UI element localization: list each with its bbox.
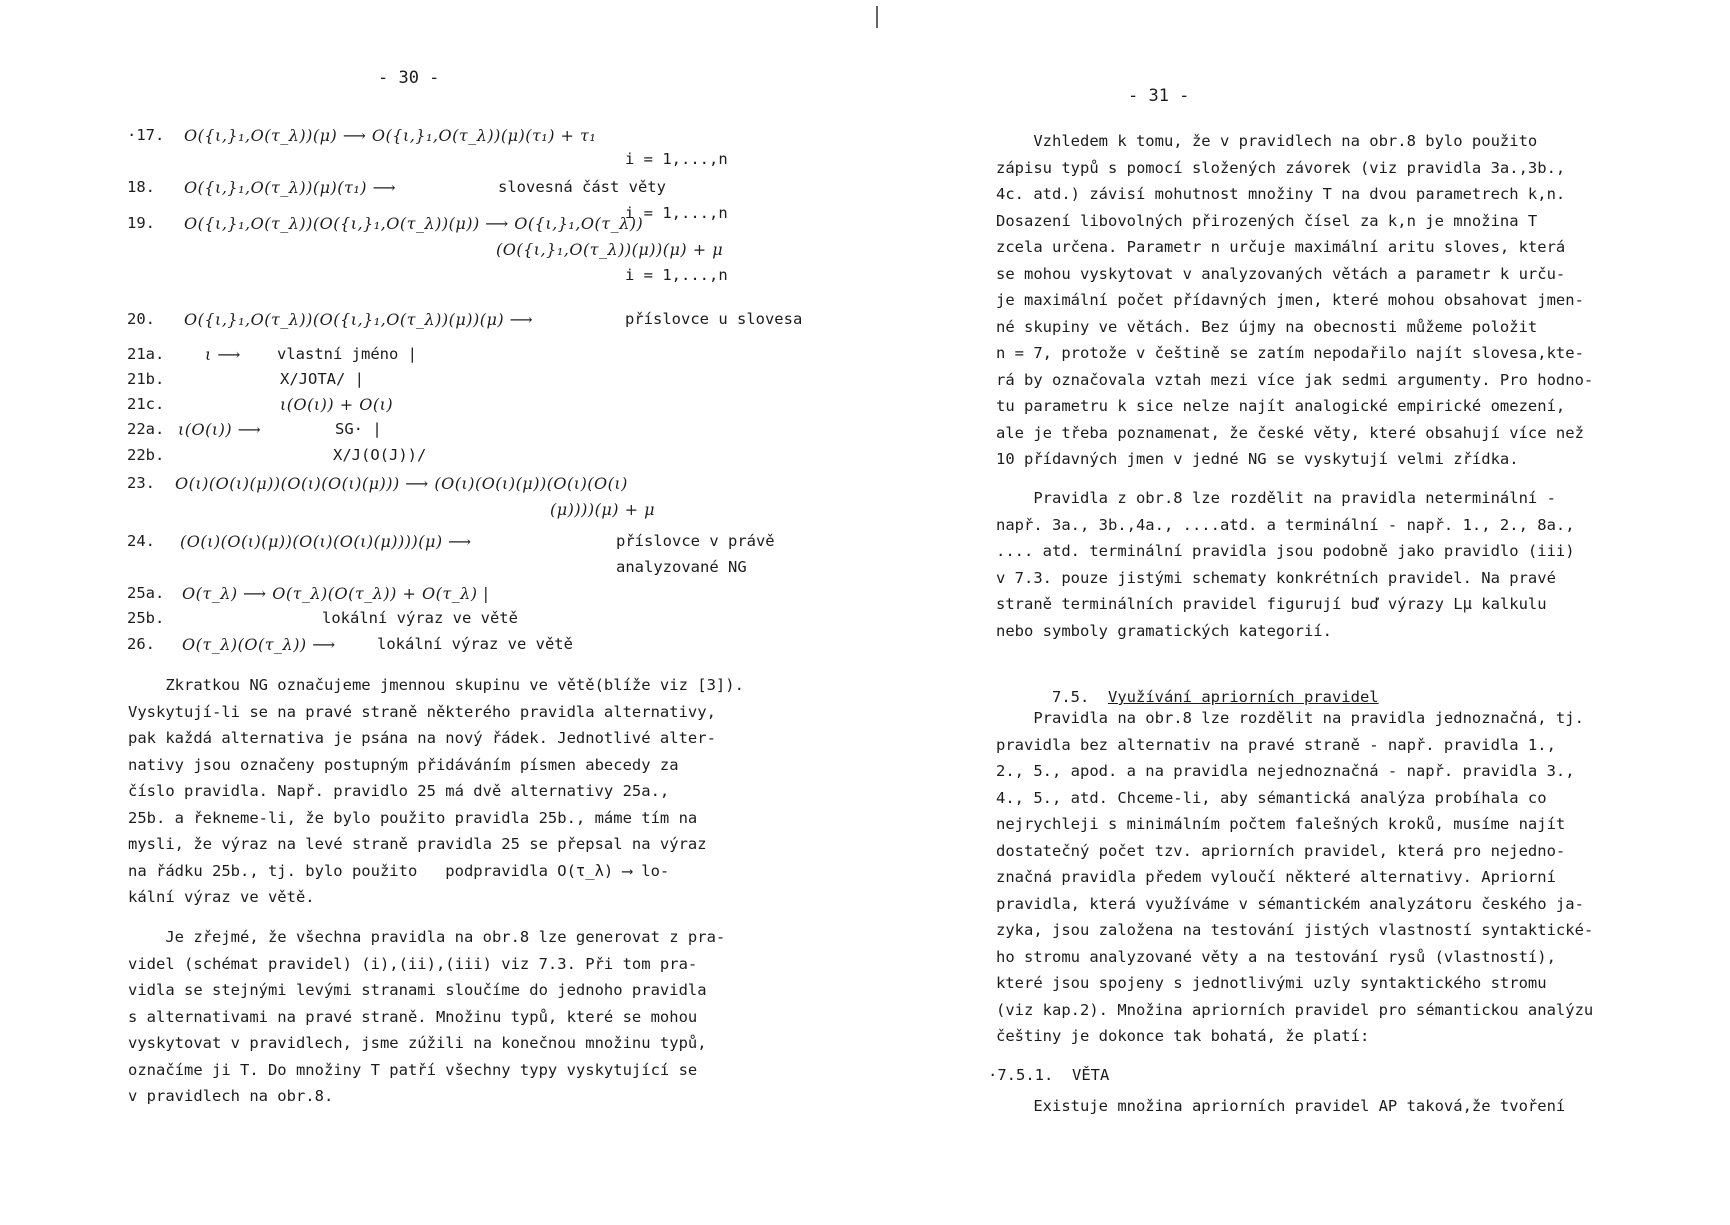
text-line: Pravidla na obr.8 lze rozdělit na pravidla jednoznačná, tj. — [996, 709, 1584, 727]
text-line: pravidla bez alternativ na pravé straně - např. pravidla 1., — [996, 735, 1556, 754]
rule-continuation-text: (O({ι,}₁,O(τ_λ))(μ))(μ) + μ — [496, 240, 724, 259]
text-line: tu parametru k sice nelze najít analogické empirické omezení, — [996, 397, 1566, 415]
text-line: .... atd. terminální pravidla jsou podobně jako pravidlo (iii) — [996, 542, 1575, 560]
rule-row — [0, 474, 880, 500]
text-line: vyskytovat v pravidlech, jsme zúžili na konečnou množinu typů, — [128, 1034, 707, 1052]
rule-row — [0, 609, 880, 635]
rule-number: 20. — [127, 310, 155, 328]
rule-formula: O({ι,}₁,O(τ_λ))(O({ι,}₁,O(τ_λ))(μ)) ⟶ O({ι,}₁,O(τ_λ)) — [184, 214, 644, 233]
rule-number: 19. — [127, 214, 155, 232]
rule-row — [0, 310, 880, 336]
rule-text: příslovce v právě — [616, 532, 775, 550]
rule-formula: O({ι,}₁,O(τ_λ))(μ)(τ₁) ⟶ — [184, 178, 397, 197]
text-line: vidla se stejnými levými stranami sloučíme do jednoho pravidla — [128, 981, 707, 999]
text-line: pravidla, která využíváme v sémantickém analyzátoru českého ja- — [996, 894, 1584, 913]
rule-text: slovesná část věty — [498, 178, 666, 196]
rule-text: vlastní jméno | — [277, 345, 417, 363]
rule-formula: O({ι,}₁,O(τ_λ))(O({ι,}₁,O(τ_λ))(μ))(μ) ⟶ — [184, 310, 534, 329]
text-line: Je zřejmé, že všechna pravidla na obr.8 lze generovat z pra- — [128, 928, 726, 946]
text-line: nejrychleji s minimálním počtem falešných kroků, musíme najít — [996, 815, 1566, 833]
text-line: v pravidlech na obr.8. — [128, 1087, 334, 1105]
text-line: Vyskytují-li se na pravé straně některého pravidla alternativy, — [128, 702, 716, 721]
rule-text: lokální výraz ve větě — [377, 635, 573, 653]
rule-number: 18. — [127, 178, 155, 196]
text-line: mysli, že výraz na levé straně pravidla 25 se přepsal na výraz — [128, 835, 707, 853]
rule-continuation-text: i = 1,...,n — [625, 150, 728, 168]
text-line: s alternativami na pravé straně. Množinu typů, které se mohou — [128, 1007, 698, 1026]
text-line: Pravidla z obr.8 lze rozdělit na pravidla neterminální - — [996, 489, 1556, 507]
rule-number: 25b. — [127, 609, 165, 627]
rule-formula: O({ι,}₁,O(τ_λ))(μ) ⟶ O({ι,}₁,O(τ_λ))(μ)(τ₁) + τ₁ — [184, 126, 597, 145]
text-line: ale je třeba poznamenat, že české věty, které obsahují více než — [996, 423, 1584, 442]
text-line: rá by označovala vztah mezi více jak sedmi argumenty. Pro hodno- — [996, 370, 1594, 389]
text-line: né skupiny ve větách. Bez újmy na obecnosti můžeme položit — [996, 317, 1538, 336]
text-line: které jsou spojeny s jednotlivými uzly syntaktického stromu — [996, 974, 1547, 992]
rule-continuation-text: (μ))))(μ) + μ — [550, 500, 655, 519]
text-line: např. 3a., 3b.,4a., ....atd. a terminální - např. 1., 2., 8a., — [996, 515, 1575, 534]
rule-continuation — [0, 266, 880, 292]
rule-number: 26. — [127, 635, 155, 653]
rule-number: 21b. — [127, 370, 165, 388]
text-line: 4c. atd.) závisí mohutnost množiny T na dvou parametrech k,n. — [996, 185, 1566, 203]
text-line: označíme ji T. Do množiny T patří všechny typy vyskytující se — [128, 1060, 698, 1079]
paragraph — [996, 705, 1593, 1050]
text-line: pak každá alternativa je psána na nový řádek. Jednotlivé alter- — [128, 729, 716, 747]
paragraph — [996, 128, 1593, 473]
text-line: nativy jsou označeny postupným přidáváním písmen abecedy za — [128, 755, 679, 774]
rule-text: X/J(O(J))/ — [333, 446, 427, 464]
rule-row — [0, 126, 880, 152]
rule-continuation-text: analyzované NG — [616, 558, 747, 576]
rule-text: příslovce u slovesa — [625, 310, 803, 328]
rule-row — [0, 345, 880, 371]
rule-number: 21a. — [127, 345, 165, 363]
text-line: (viz kap.2). Množina apriorních pravidel pro sémantickou analýzu — [996, 1000, 1594, 1019]
text-line: ho stromu analyzované věty a na testování rysů (vlastností), — [996, 947, 1556, 966]
text-line: Vzhledem k tomu, že v pravidlech na obr.8 bylo použito — [996, 132, 1538, 150]
text-line: nebo symboly gramatických kategorií. — [996, 621, 1332, 640]
rule-continuation — [0, 150, 880, 176]
text-line: 25b. a řekneme-li, že bylo použito pravidla 25b., máme tím na — [128, 808, 698, 827]
text-line: kální výraz ve větě. — [128, 888, 315, 906]
paragraph — [128, 924, 725, 1110]
rule-text: lokální výraz ve větě — [322, 609, 518, 627]
page-number: - 31 - — [1128, 86, 1190, 106]
text-line: Zkratkou NG označujeme jmennou skupinu ve větě(blíže viz [3]). — [128, 676, 744, 694]
text-line: zcela určena. Parametr n určuje maximální aritu sloves, která — [996, 238, 1566, 256]
rule-number: 22a. — [127, 420, 165, 438]
right-page — [880, 0, 1730, 1225]
rule-row — [0, 532, 880, 558]
text-line: dostatečný počet tzv. apriorních pravidel, která pro nejedno- — [996, 841, 1566, 860]
text-line: na řádku 25b., tj. bylo použito podpravidla O(τ_λ) ⟶ lo- — [128, 861, 670, 880]
text-line: 4., 5., atd. Chceme-li, aby sémantická analýza probíhala co — [996, 788, 1547, 807]
rule-number: 23. — [127, 474, 155, 492]
rule-row — [0, 446, 880, 472]
section-title: Využívání apriorních pravidel — [1108, 688, 1379, 706]
text-line: Dosazení libovolných přirozených čísel za k,n je množina T — [996, 211, 1538, 230]
rule-row — [0, 178, 880, 204]
rule-continuation — [0, 240, 880, 266]
text-line: se mohou vyskytovat v analyzovaných větách a parametr k urču- — [996, 264, 1566, 283]
rule-row — [0, 370, 880, 396]
rule-row — [0, 584, 880, 610]
text-line: číslo pravidla. Např. pravidlo 25 má dvě alternativy 25a., — [128, 782, 670, 800]
text-line: zyka, jsou založena na testování jistých vlastností syntaktické- — [996, 921, 1594, 939]
rule-row — [0, 420, 880, 446]
rule-formula: (O(ι)(O(ι)(μ))(O(ι)(O(ι)(μ))))(μ) ⟶ — [180, 532, 472, 551]
rule-formula: ι ⟶ — [205, 345, 241, 364]
rule-row — [0, 395, 880, 421]
rule-number: ·17. — [127, 126, 165, 144]
rule-number: 25a. — [127, 584, 165, 602]
rule-continuation — [0, 500, 880, 526]
text-line: videl (schémat pravidel) (i),(ii),(iii) viz 7.3. Při tom pra- — [128, 954, 698, 973]
text-line: češtiny je dokonce tak bohatá, že platí: — [996, 1027, 1370, 1045]
text-line: n = 7, protože v češtině se zatím nepodařilo najít slovesa,kte- — [996, 344, 1584, 362]
text-line: 2., 5., apod. a na pravidla nejednoznačná - např. pravidla 3., — [996, 762, 1575, 780]
section-number: 7.5. — [1052, 688, 1090, 706]
rule-continuation-text: i = 1,...,n — [625, 204, 728, 222]
rule-row — [0, 635, 880, 661]
rule-text: SG· | — [335, 420, 382, 438]
rule-row — [0, 214, 880, 240]
rule-formula: O(τ_λ) ⟶ O(τ_λ)(O(τ_λ)) + O(τ_λ) | — [182, 584, 490, 603]
rule-formula: ι(O(ι)) ⟶ — [178, 420, 262, 439]
text-line: straně terminálních pravidel figurují buď výrazy Lμ kalkulu — [996, 595, 1547, 613]
rule-continuation — [0, 558, 880, 584]
paragraph — [996, 1093, 1565, 1120]
rule-formula: ι(O(ι)) + O(ι) — [280, 395, 394, 414]
rule-continuation-text: i = 1,...,n — [625, 266, 728, 284]
rule-number: 24. — [127, 532, 155, 550]
subsection-heading: ·7.5.1. VĚTA — [988, 1066, 1110, 1084]
text-line: 10 přídavných jmen v jedné NG se vyskytují velmi zřídka. — [996, 450, 1519, 468]
text-line: značná pravidla předem vyloučí některé alternativy. Apriorní — [996, 868, 1556, 886]
paragraph — [128, 672, 744, 911]
page-number: - 30 - — [378, 68, 440, 88]
text-line: v 7.3. pouze jistými schematy konkrétních pravidel. Na pravé — [996, 568, 1556, 587]
text-line: zápisu typů s pomocí složených závorek (viz pravidla 3a.,3b., — [996, 158, 1566, 177]
paragraph — [996, 485, 1575, 644]
rule-number: 21c. — [127, 395, 165, 413]
rule-text: X/JOTA/ | — [280, 370, 364, 388]
text-line: Existuje množina apriorních pravidel AP taková,že tvoření — [996, 1097, 1566, 1115]
rule-formula: O(τ_λ)(O(τ_λ)) ⟶ — [182, 635, 336, 654]
text-line: je maximální počet přídavných jmen, které mohou obsahovat jmen- — [996, 291, 1584, 309]
rule-number: 22b. — [127, 446, 165, 464]
rule-formula: O(ι)(O(ι)(μ))(O(ι)(O(ι)(μ))) ⟶ (O(ι)(O(ι)(μ))(O(ι)(O(ι) — [175, 474, 628, 493]
